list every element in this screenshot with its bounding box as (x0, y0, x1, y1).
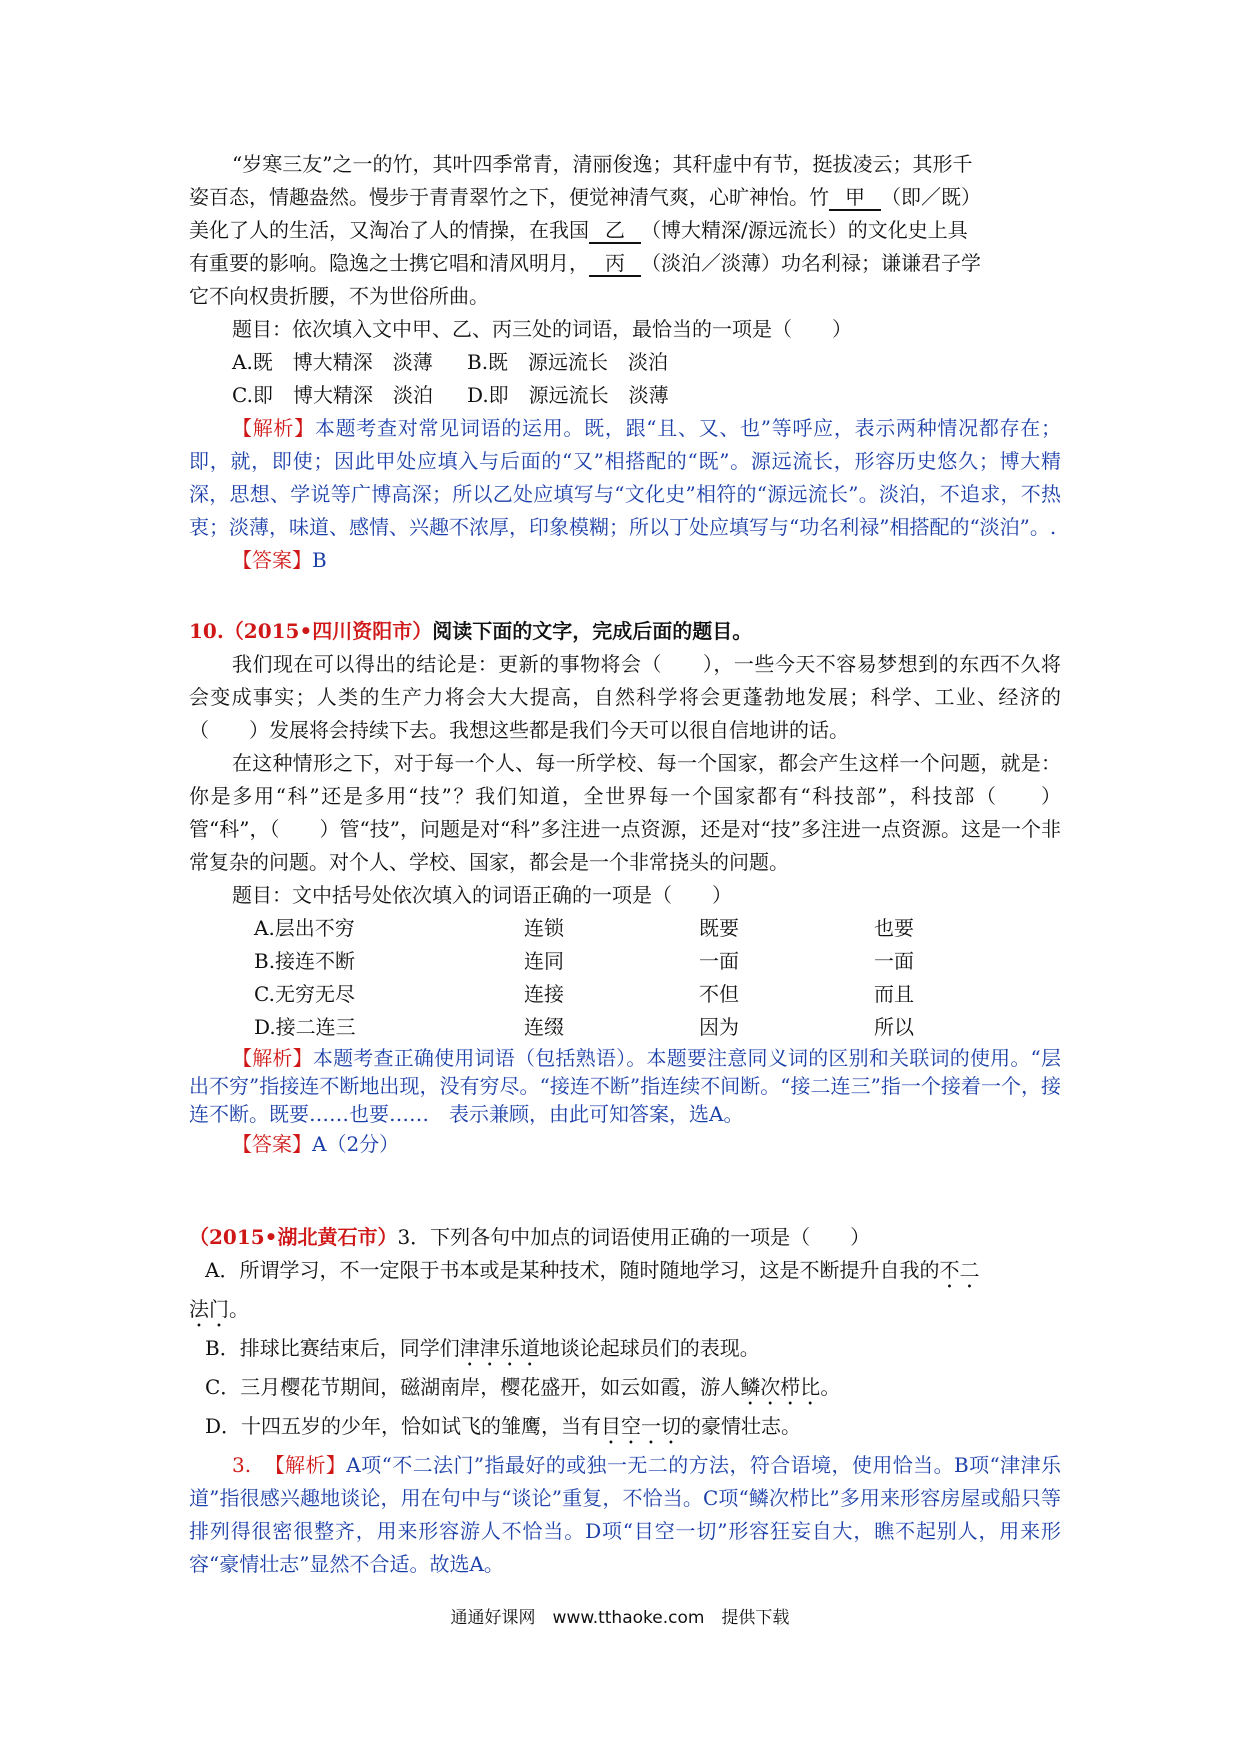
option-d: D．十四五岁的少年，恰如试飞的雏鹰，当有目空一切的豪情壮志。 (205, 1414, 802, 1438)
option-c: C．三月樱花节期间，磁湖南岸，樱花盛开，如云如霞，游人鳞次栉比。 (205, 1375, 841, 1399)
option-a: A．所谓学习，不一定限于书本或是某种技术，随时随地学习，这是不断提升自我的不二 (205, 1258, 980, 1282)
option-row: B.接连不断 连同 一面 一面 (254, 949, 914, 973)
option-b: B．排球比赛结束后，同学们津津乐道地谈论起球员们的表现。 (205, 1336, 760, 1360)
option-a: A.既 博大精深 淡薄 (232, 350, 433, 374)
option-row: A.层出不穷 连锁 既要 也要 (254, 916, 914, 940)
passage-line: 美化了人的生活，又淘冶了人的情操，在我国 乙 （博大精深/源远流长）的文化史上具 (189, 218, 968, 242)
analysis: 3. 【解析】A项“不二法门”指最好的或独一无二的方法，符合语境，使用恰当。B项“津津乐道”指很感兴趣地谈论，用在句中与“谈论”重复，不恰当。C项“鳞次栉比”多用来形容房屋或船只等排列得很密很整齐，用来形容游人不恰当。D项“目空一切”形容狂妄自大，瞧不起别人，用来形容“豪情壮志”显然不合适。故选A。 (189, 1453, 1061, 1576)
answer: 【答案】A（2分） (232, 1132, 400, 1156)
option-b: B.既 源远流长 淡泊 (467, 350, 669, 374)
page-footer: 通通好课网 www.tthaoke.com 提供下载 (450, 1608, 790, 1628)
options-row (189, 379, 1061, 412)
option-row: D.接二连三 连缀 因为 所以 (254, 1015, 914, 1039)
question-heading: 10.（2015•四川资阳市）阅读下面的文字，完成后面的题目。 (189, 619, 753, 643)
passage-line: “岁寒三友”之一的竹，其叶四季常青，清丽俊逸；其秆虚中有节，挺拔凌云；其形千 (232, 152, 973, 176)
option-a-cont: 法门。 (189, 1297, 249, 1321)
blank-b: 乙 (589, 218, 641, 244)
passage-line: 有重要的影响。隐逸之士携它唱和清风明月， 丙 （淡泊／淡薄）功名利禄；谦谦君子学 (189, 251, 981, 275)
option-d: D.即 源远流长 淡薄 (467, 383, 669, 407)
passage-line: 它不向权贵折腰，不为世俗所曲。 (189, 284, 489, 308)
question-heading: （2015•湖北黄石市）3．下列各句中加点的词语使用正确的一项是（ ） (189, 1225, 871, 1249)
option-row: C.无穷无尽 连接 不但 而且 (254, 982, 914, 1006)
document-body (189, 148, 1061, 1581)
analysis: 【解析】本题考查正确使用词语（包括熟语）。本题要注意同义词的区别和关联词的使用。“层出不穷”指接连不断地出现，没有穷尽。“接连不断”指连续不间断。“接二连三”指一个接着一个，接连不断。既要……也要…… 表示兼顾，由此可知答案，选A。 (189, 1046, 1061, 1126)
question-text: 题目：文中括号处依次填入的词语正确的一项是（ ） (232, 883, 732, 907)
passage-line: 姿百态，情趣盎然。慢步于青青翠竹之下，便觉神清气爽，心旷神怡。竹 甲 （即／既） (189, 185, 981, 209)
answer: 【答案】B (232, 548, 327, 572)
blank-a: 甲 (829, 185, 881, 211)
option-c: C.即 博大精深 淡泊 (232, 383, 433, 407)
analysis: 【解析】本题考查对常见词语的运用。既，跟“且、又、也”等呼应，表示两种情况都存在；即，就，即使；因此甲处应填入与后面的“又”相搭配的“既”。源远流长，形容历史悠久；博大精深，思想、学说等广博高深；所以乙处应填写与“文化史”相符的“源远流长”。淡泊，不追求，不热衷；淡薄，味道、感情、兴趣不浓厚，印象模糊；所以丁处应填写与“功名利禄”相搭配的“淡泊”。. (189, 416, 1062, 539)
question-text: 题目：依次填入文中甲、乙、丙三处的词语，最恰当的一项是（ ） (232, 317, 852, 341)
passage-paragraph: 我们现在可以得出的结论是：更新的事物将会（ ），一些今天不容易梦想到的东西不久将会变成事实；人类的生产力将会大大提高，自然科学将会更蓬勃地发展；科学、工业、经济的（ ）发展将会持续下去。我想这些都是我们今天可以很自信地讲的话。 (189, 652, 1061, 742)
options-row (189, 346, 1061, 379)
blank-c: 丙 (589, 251, 641, 277)
passage-paragraph: 在这种情形之下，对于每一个人、每一所学校、每一个国家，都会产生这样一个问题，就是：你是多用“科”还是多用“技”？我们知道，全世界每一个国家都有“科技部”，科技部（ ）管“科”，（ ）管“技”，问题是对“科”多注进一点资源，还是对“技”多注进一点资源。这是一个非常复杂的问题。对个人、学校、国家，都会是一个非常挠头的问题。 (189, 751, 1061, 874)
